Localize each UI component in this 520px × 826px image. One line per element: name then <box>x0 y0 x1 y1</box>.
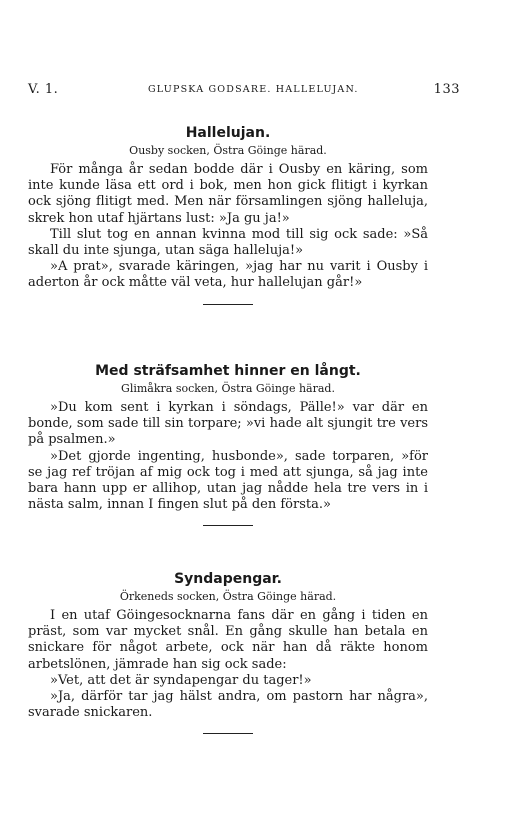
story-paragraph: »A prat», svarade käringen, »jag har nu varit i Ousby i aderton år ock måtte väl veta, hur hallelujan går!» <box>28 259 428 291</box>
page-number: 133 <box>433 82 460 97</box>
volume-marker: V. 1. <box>28 82 59 97</box>
story-strafsamhet <box>28 362 428 526</box>
section-divider <box>203 733 253 734</box>
story-source: Glimåkra socken, Östra Göinge härad. <box>121 382 335 395</box>
story-paragraph: »Vet, att det är syndapengar du tager!» <box>50 672 312 688</box>
running-head <box>28 82 460 100</box>
story-hallelujan <box>28 124 428 305</box>
story-paragraph: »Ja, därför tar jag hälst andra, om pastorn har några», svarade snickaren. <box>28 689 428 721</box>
story-paragraph: »Du kom sent i kyrkan i söndags, Pälle!» var där en bonde, som sade till sin torpare; »vi hade alt sjungit tre vers på psalmen.» <box>28 400 428 448</box>
section-divider <box>203 525 253 526</box>
story-source: Örkeneds socken, Östra Göinge härad. <box>119 590 337 603</box>
story-source: Ousby socken, Östra Göinge härad. <box>129 144 327 157</box>
story-paragraph: Till slut tog en annan kvinna mod till sig ock sade: »Så skall du inte sjunga, utan säga halleluja!» <box>28 226 428 259</box>
story-paragraph: »Det gjorde ingenting, husbonde», sade torparen, »för se jag ref tröjan af mig ock tog i med att sjunga, så jag inte bara hann upp er allihop, utan jag nådde hela tre vers in i nästa salm, innan I fingen slut på den första.» <box>28 448 428 513</box>
story-paragraph: För många år sedan bodde där i Ousby en käring, som inte kunde läsa ett ord i bok, men hon gick flitigt i kyrkan ock sjöng flitigt med. Men när församlingen sjöng halleluja, skrek hon utaf hjärtans lust: »Ja gu ja!» <box>28 162 428 226</box>
story-paragraph: I en utaf Göingesocknarna fans där en gång i tiden en präst, som var mycket snål. En gång skulle han betala en snickare för något arbete, ock när han då räkte honom arbetslönen, jämrade han sig ock sade: <box>28 608 428 672</box>
story-title: Syndapengar. <box>174 571 282 587</box>
story-title: Hallelujan. <box>185 125 271 141</box>
section-divider <box>203 304 253 305</box>
running-title: GLUPSKA GODSARE. HALLELUJAN. <box>148 84 359 95</box>
story-syndapengar <box>28 570 428 734</box>
story-title: Med sträfsamhet hinner en långt. <box>95 363 361 379</box>
